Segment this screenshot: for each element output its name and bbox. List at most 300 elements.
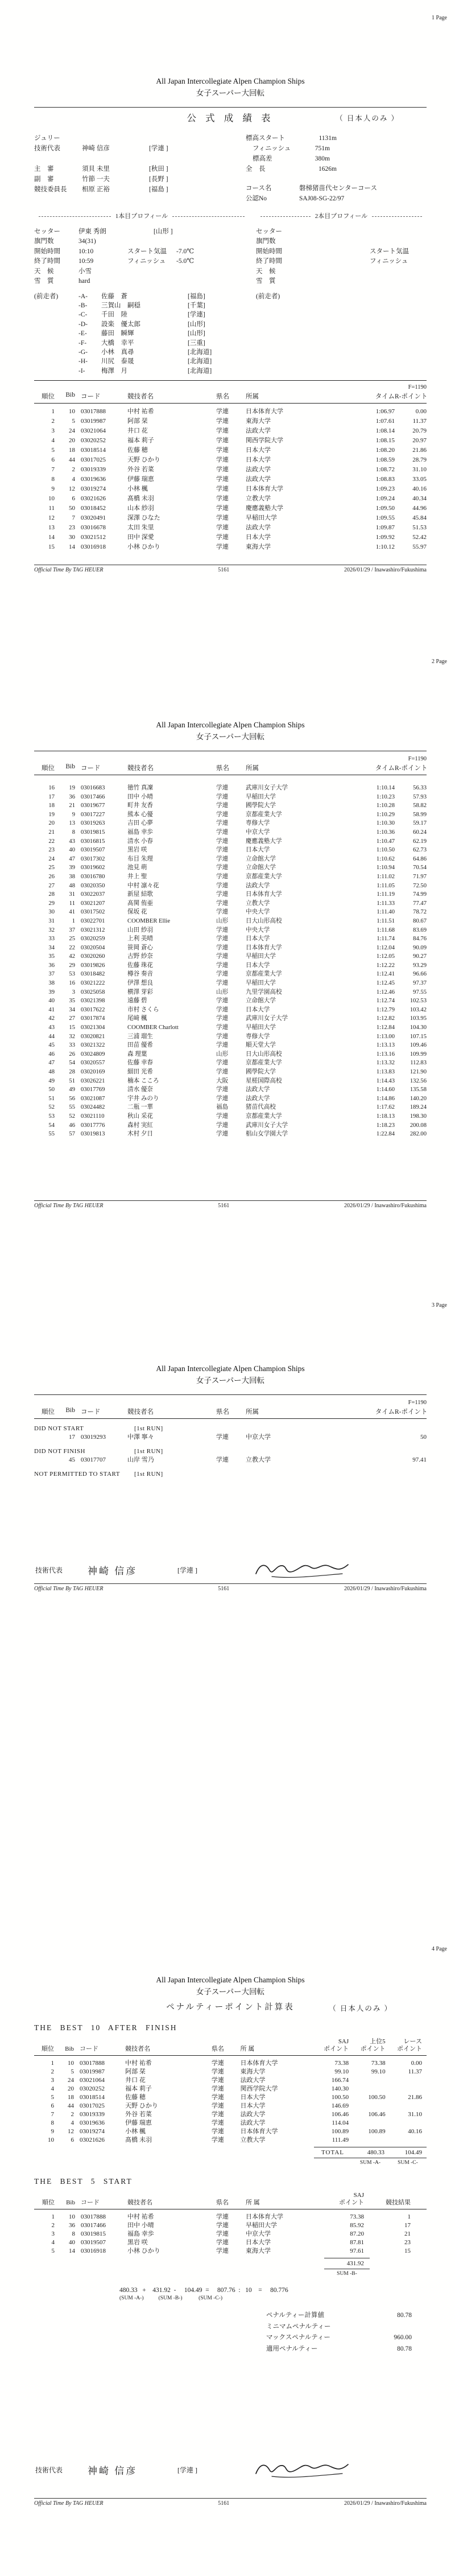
cell-pref: 学連 bbox=[216, 466, 229, 474]
cell-points: 51.53 bbox=[412, 524, 427, 532]
header-name: 競技者名 bbox=[127, 765, 154, 772]
divider bbox=[34, 107, 427, 108]
cell-rank: 11 bbox=[48, 505, 55, 512]
page-footer bbox=[34, 1200, 427, 1209]
cell-club: 立教大学 bbox=[240, 2137, 266, 2143]
cell-rank: 22 bbox=[48, 838, 55, 845]
cell-club: 立命館大学 bbox=[246, 865, 276, 871]
cell-rank: 21 bbox=[48, 829, 55, 836]
best5-row bbox=[34, 2220, 427, 2229]
cell-code: 03018514 bbox=[81, 447, 106, 454]
weather-label: 天 候 bbox=[256, 268, 276, 275]
cell-name: 布目 朱理 bbox=[127, 855, 154, 862]
footer-timing: Official Time By TAG HEUER bbox=[34, 1203, 104, 1209]
cell-name: 外谷 若菜 bbox=[127, 466, 154, 474]
cell-points: 103.95 bbox=[410, 1015, 427, 1022]
td-signature-block bbox=[35, 1558, 355, 1581]
cell-pref: 学連 bbox=[216, 437, 229, 445]
cell-points: 109.46 bbox=[410, 1042, 427, 1049]
cell-name: 山本 紗羽 bbox=[127, 505, 154, 512]
cell-pref: 学連 bbox=[216, 1095, 229, 1102]
page-3 bbox=[0, 1287, 455, 1931]
cell-bib: 35 bbox=[69, 998, 75, 1005]
cell-club: 日本大学 bbox=[246, 936, 270, 943]
header-rank: 順位 bbox=[42, 1409, 55, 1415]
f-factor-label: F=1190 bbox=[408, 756, 427, 762]
cell-pref: 学連 bbox=[216, 2248, 229, 2254]
result-row bbox=[34, 828, 427, 837]
cell-rank: 1 bbox=[51, 2213, 55, 2220]
cell-club: 日本大学 bbox=[246, 1006, 270, 1013]
best10-header bbox=[34, 2038, 427, 2055]
cell-club: 國學院大学 bbox=[246, 803, 276, 809]
cell-bib: 56 bbox=[69, 1095, 75, 1102]
cell-code: 03022037 bbox=[81, 891, 105, 898]
dns-label: DID NOT START bbox=[34, 1425, 84, 1432]
cell-rank: 50 bbox=[48, 1087, 55, 1093]
cell-rank: 12 bbox=[48, 515, 55, 522]
cell-time: 1:12.04 bbox=[376, 944, 395, 951]
cell-bib: 48 bbox=[69, 882, 75, 889]
cell-code: 03019636 bbox=[80, 2120, 105, 2126]
cell-time: 1:10.50 bbox=[376, 847, 395, 854]
cell-rank: 5 bbox=[51, 2094, 55, 2101]
cell-club: 東海大学 bbox=[246, 2248, 271, 2254]
cell-name: 森村 実紅 bbox=[127, 1122, 154, 1129]
header-code: コード bbox=[81, 393, 101, 401]
penalty-calc-sums: (SUM -A-) (SUM -B-) (SUM -C-) bbox=[119, 2295, 223, 2301]
cell-bib: 44 bbox=[69, 456, 75, 464]
cell-pref: 山形 bbox=[216, 917, 229, 924]
cell-rank: 44 bbox=[48, 1033, 55, 1040]
result-row bbox=[34, 943, 427, 952]
cell-bib: 17 bbox=[69, 1434, 75, 1441]
course-value: 磐梯猪苗代センターコース bbox=[299, 185, 377, 192]
cell-club: 早稲田大学 bbox=[246, 953, 276, 960]
jury-row bbox=[34, 143, 246, 154]
cell-rank: 41 bbox=[48, 1006, 55, 1013]
cell-bib: 32 bbox=[69, 1033, 75, 1040]
cell-points: 135.58 bbox=[410, 1087, 427, 1093]
course-row bbox=[246, 133, 427, 143]
results-rows bbox=[34, 783, 427, 1138]
header-pref: 県名 bbox=[216, 393, 229, 401]
cell-club: 東海大学 bbox=[246, 418, 271, 425]
run2-profile bbox=[256, 212, 427, 376]
cell-pref: 学連 bbox=[216, 829, 229, 836]
td-signature-block bbox=[35, 2458, 355, 2481]
cell-bib: 31 bbox=[69, 891, 75, 898]
cell-rank: 46 bbox=[48, 1051, 55, 1057]
page-footer bbox=[34, 565, 427, 573]
results-header bbox=[34, 762, 427, 775]
dns-section-label bbox=[34, 1425, 427, 1432]
cell-code: 03017302 bbox=[81, 855, 105, 862]
cell-club: 日本大学 bbox=[246, 847, 270, 854]
cell-bib: 26 bbox=[69, 1051, 75, 1057]
cell-bib: 54 bbox=[69, 1060, 75, 1067]
cell-code: 03021110 bbox=[81, 1113, 105, 1120]
header-saj-points bbox=[317, 2038, 353, 2053]
result-row bbox=[34, 1094, 427, 1103]
course-label: コース名 bbox=[246, 185, 272, 192]
course-row bbox=[246, 154, 427, 164]
cell-code: 03019677 bbox=[81, 803, 105, 809]
cell-rank: 10 bbox=[48, 2137, 55, 2143]
cell-saj-points: 73.38 bbox=[350, 2213, 364, 2220]
cell-time: 1:08.14 bbox=[375, 427, 395, 435]
result-row bbox=[34, 925, 427, 935]
best10-row bbox=[34, 2101, 427, 2109]
report-title bbox=[34, 1974, 427, 1998]
forerunner-row bbox=[78, 357, 212, 366]
run1-profile bbox=[34, 212, 256, 376]
cell-club: 中京大学 bbox=[246, 829, 270, 836]
best10-row bbox=[34, 2067, 427, 2075]
footer-date-place: 2026/01/29 / Inawashiro/Fukushima bbox=[344, 1586, 427, 1592]
header-pref: 県名 bbox=[216, 765, 229, 772]
page-2 bbox=[0, 644, 455, 1287]
cell-rank: 3 bbox=[51, 427, 55, 435]
best5-total-block bbox=[324, 2258, 370, 2277]
cell-club: 日大山形高校 bbox=[246, 917, 282, 924]
cell-rank: 7 bbox=[51, 2111, 55, 2118]
cell-pref: 学連 bbox=[211, 2085, 224, 2092]
cell-rank: 25 bbox=[48, 865, 55, 871]
cell-result: 21 bbox=[404, 2231, 411, 2237]
header-race-line1: レース bbox=[403, 2038, 422, 2045]
jury-row bbox=[34, 164, 246, 174]
cell-time: 1:08.15 bbox=[375, 437, 395, 445]
cell-name: 宇井 みのり bbox=[127, 1095, 159, 1102]
cell-code: 03020169 bbox=[81, 1069, 105, 1075]
cell-name: 福本 莉子 bbox=[125, 2085, 152, 2092]
forerunner-pref: [学連] bbox=[188, 311, 205, 319]
best10-row bbox=[34, 2135, 427, 2143]
cell-points: 97.41 bbox=[412, 1456, 427, 1463]
cell-club: 法政大学 bbox=[240, 2077, 266, 2084]
start-temp-label: スタート気温 bbox=[370, 248, 409, 255]
cell-code: 03021398 bbox=[81, 998, 105, 1005]
result-row bbox=[34, 532, 427, 542]
cell-time: 1:09.87 bbox=[375, 524, 395, 532]
best10-rows bbox=[34, 2058, 427, 2143]
cell-code: 03024809 bbox=[81, 1051, 105, 1057]
cell-code: 03019339 bbox=[81, 466, 106, 474]
best5-row bbox=[34, 2212, 427, 2220]
forerunner-tag: -B- bbox=[78, 302, 88, 309]
result-row bbox=[34, 969, 427, 978]
jury-role: 競技委員長 bbox=[34, 186, 67, 193]
page-number: 3 Page bbox=[432, 1302, 447, 1308]
cell-rank: 47 bbox=[48, 1060, 55, 1067]
total-race: 104.49 bbox=[404, 2149, 422, 2156]
cell-time: 1:22.84 bbox=[376, 1131, 395, 1138]
cell-code: 03024482 bbox=[81, 1104, 105, 1111]
forerunner-name: 設楽 優太郎 bbox=[101, 320, 140, 328]
cell-rank: 5 bbox=[51, 2248, 55, 2254]
cell-name: 田中 深愛 bbox=[127, 534, 154, 541]
header-saj-points bbox=[324, 2192, 370, 2207]
cell-bib: 39 bbox=[69, 865, 75, 871]
dash-line bbox=[39, 216, 111, 217]
cell-code: 03017025 bbox=[80, 2102, 105, 2109]
report-title bbox=[34, 75, 427, 99]
cell-points: 60.24 bbox=[413, 829, 427, 836]
cell-name: 新屋 結歌 bbox=[127, 891, 154, 898]
cell-points: 64.86 bbox=[413, 855, 427, 862]
cell-points: 62.19 bbox=[413, 838, 427, 845]
cell-pref: 山形 bbox=[216, 989, 229, 995]
cell-club: 日本体育大学 bbox=[240, 2128, 278, 2135]
cell-club: 京都産業大学 bbox=[246, 873, 282, 880]
cell-saj-points: 111.49 bbox=[332, 2137, 349, 2143]
penalty-row bbox=[266, 2310, 412, 2322]
cell-club: 日本大学 bbox=[246, 456, 271, 464]
cell-bib: 6 bbox=[72, 495, 75, 503]
cell-code: 03019602 bbox=[81, 865, 105, 871]
cell-top5-points: 100.89 bbox=[368, 2128, 386, 2135]
best10-total-row bbox=[314, 2147, 427, 2158]
cell-time: 1:09.24 bbox=[375, 495, 395, 503]
cell-time: 1:10.47 bbox=[376, 838, 395, 845]
header-bib: Bib bbox=[65, 392, 75, 399]
cell-club: 京都産業大学 bbox=[246, 1060, 282, 1067]
divider bbox=[34, 1394, 427, 1395]
course-row bbox=[246, 194, 427, 204]
best10-row bbox=[34, 2118, 427, 2126]
cell-pref: 学連 bbox=[216, 882, 229, 889]
cell-rank: 17 bbox=[48, 793, 55, 800]
cell-time: 1:12.46 bbox=[376, 989, 395, 995]
cell-bib: 20 bbox=[68, 2085, 75, 2092]
cell-name: 山岸 雪乃 bbox=[127, 1456, 154, 1463]
cell-bib: 13 bbox=[69, 820, 75, 827]
course-row bbox=[246, 143, 427, 154]
cell-code: 03019274 bbox=[81, 485, 106, 493]
cell-bib: 15 bbox=[69, 1024, 75, 1031]
penalty-row bbox=[266, 2332, 412, 2344]
cell-points: 83.69 bbox=[413, 927, 427, 933]
cell-name: 外谷 若菜 bbox=[125, 2111, 152, 2118]
report-title bbox=[34, 1363, 427, 1386]
cell-rank: 37 bbox=[48, 971, 55, 978]
penalty-value: 80.78 bbox=[397, 2312, 412, 2319]
cell-rank: 52 bbox=[48, 1104, 55, 1111]
cell-rank: 23 bbox=[48, 847, 55, 854]
cell-time: 1:12.84 bbox=[376, 1024, 395, 1031]
cell-saj-points: 106.46 bbox=[331, 2111, 349, 2118]
forerunner-label: (前走者) bbox=[34, 293, 59, 300]
cell-pref: 学連 bbox=[211, 2128, 224, 2135]
footer-date-place: 2026/01/29 / Inawashiro/Fukushima bbox=[344, 2500, 427, 2507]
cell-name: 福島 幸歩 bbox=[127, 829, 154, 836]
best5-row bbox=[34, 2237, 427, 2246]
result-row bbox=[34, 987, 427, 997]
cell-race-points: 0.00 bbox=[411, 2060, 422, 2067]
cell-bib: 51 bbox=[69, 1077, 75, 1084]
cell-name: 太田 朱里 bbox=[127, 524, 154, 532]
setter-name: 伊東 秀朗 bbox=[78, 228, 106, 235]
cell-pref: 学連 bbox=[216, 515, 229, 522]
cell-bib: 3 bbox=[72, 989, 75, 995]
cell-code: 03020821 bbox=[81, 1033, 105, 1040]
td-name: 神崎 信彦 bbox=[88, 2465, 138, 2476]
forerunner-pref: [千葉] bbox=[188, 302, 205, 309]
cell-pref: 学連 bbox=[216, 865, 229, 871]
cell-code: 03016815 bbox=[81, 838, 105, 845]
result-row bbox=[34, 1050, 427, 1059]
penalty-row bbox=[266, 2344, 412, 2355]
cell-points: 70.54 bbox=[413, 865, 427, 871]
result-row bbox=[34, 978, 427, 987]
cell-name: 田中 小晴 bbox=[127, 2222, 154, 2229]
dns-run-tag: [1st RUN] bbox=[134, 1425, 163, 1432]
cell-pref: 学連 bbox=[216, 427, 229, 435]
cell-code: 03019263 bbox=[81, 820, 105, 827]
cell-club: 法政大学 bbox=[246, 427, 271, 435]
page-number: 4 Page bbox=[432, 1946, 447, 1952]
cell-points: 74.99 bbox=[413, 891, 427, 898]
cell-bib: 53 bbox=[69, 971, 75, 978]
footer-date-place: 2026/01/29 / Inawashiro/Fukushima bbox=[344, 567, 427, 573]
result-row bbox=[34, 1023, 427, 1032]
cell-code: 03019815 bbox=[81, 2231, 106, 2237]
cell-race-points: 11.37 bbox=[408, 2068, 422, 2075]
cell-points: 20.79 bbox=[412, 427, 427, 435]
cell-name: COOMBER Ellie bbox=[127, 917, 171, 924]
cell-rank: 4 bbox=[51, 2085, 55, 2092]
cell-club: 法政大学 bbox=[246, 466, 271, 474]
cell-rank: 18 bbox=[48, 803, 55, 809]
best10-heading: THE BEST 10 AFTER FINISH bbox=[34, 2023, 177, 2032]
cell-points: 50 bbox=[420, 1434, 427, 1441]
cell-bib: 2 bbox=[72, 466, 75, 474]
cell-top5-points: 99.10 bbox=[371, 2068, 386, 2075]
cell-time: 1:13.16 bbox=[376, 1051, 395, 1057]
cell-points: 77.47 bbox=[413, 900, 427, 907]
best5-header bbox=[34, 2192, 427, 2209]
cell-time: 1:13.00 bbox=[376, 1033, 395, 1040]
penalty-calc-line: 480.33 + 431.92 - 104.49 = 807.76 : 10 = 80.776 bbox=[119, 2287, 288, 2294]
cell-bib: 11 bbox=[69, 900, 75, 907]
result-row bbox=[34, 503, 427, 513]
cell-name: 小林 ひかり bbox=[127, 544, 160, 551]
cell-saj-points: 87.81 bbox=[350, 2239, 364, 2246]
cell-bib: 36 bbox=[69, 2222, 75, 2229]
result-row bbox=[34, 1032, 427, 1041]
forerunner-row bbox=[78, 320, 212, 329]
cell-time: 1:11.02 bbox=[377, 873, 395, 880]
result-row bbox=[34, 872, 427, 881]
result-row bbox=[34, 1102, 427, 1112]
cell-time: 1:10.94 bbox=[376, 865, 395, 871]
result-row bbox=[34, 818, 427, 828]
cell-code: 03017025 bbox=[81, 456, 106, 464]
penalty-label: 適用ペナルティー bbox=[266, 2345, 318, 2352]
cell-code: 03026221 bbox=[81, 1077, 105, 1084]
cell-time: 1:08.59 bbox=[375, 456, 395, 464]
forerunner-name: 藤田 瞬輝 bbox=[101, 330, 134, 338]
cell-name: 遠藤 碧 bbox=[127, 998, 147, 1005]
cell-rank: 30 bbox=[48, 909, 55, 916]
signature-scribble bbox=[253, 2458, 355, 2481]
cell-rank: 45 bbox=[48, 1042, 55, 1049]
forerunner-name: 佐藤 蒼 bbox=[101, 293, 127, 300]
result-row bbox=[34, 1129, 427, 1138]
cell-code: 03018514 bbox=[80, 2094, 105, 2101]
cell-rank: 51 bbox=[48, 1095, 55, 1102]
header-result: 競技結果 bbox=[386, 2199, 411, 2206]
cell-club: 日本体育大学 bbox=[246, 408, 283, 415]
jury-role: 技術代表 bbox=[34, 145, 60, 152]
header-code: コード bbox=[81, 765, 101, 772]
cell-pref: 学連 bbox=[216, 873, 229, 880]
cell-points: 40.34 bbox=[412, 495, 427, 503]
cell-name: 佐藤 穂 bbox=[127, 447, 148, 454]
cell-rank: 14 bbox=[48, 534, 55, 541]
cell-bib: 25 bbox=[69, 936, 75, 943]
cell-rank: 4 bbox=[51, 2239, 55, 2246]
cell-club: 立教大学 bbox=[246, 495, 271, 503]
end-label: 終了時間 bbox=[256, 258, 282, 265]
jury-role: 主 審 bbox=[34, 166, 54, 172]
footer-codex: 5161 bbox=[218, 567, 230, 573]
td-pref: [学連 ] bbox=[177, 2466, 197, 2474]
dns-rows bbox=[34, 1432, 427, 1442]
cell-name: 横澤 芽彩 bbox=[127, 989, 154, 995]
cell-club: 日本体育大学 bbox=[240, 2060, 278, 2067]
cell-rank: 32 bbox=[48, 927, 55, 933]
cell-time: 1:13.83 bbox=[376, 1069, 395, 1075]
header-club: 所属 bbox=[246, 1409, 259, 1415]
cell-points: 44.96 bbox=[412, 505, 427, 512]
forerunner-name: 川尻 泰晟 bbox=[101, 358, 134, 365]
course-value: 380m bbox=[315, 155, 330, 162]
cell-pref: 学連 bbox=[216, 1113, 229, 1120]
cell-rank: 36 bbox=[48, 962, 55, 969]
result-row bbox=[34, 934, 427, 943]
header-code: コード bbox=[81, 2199, 100, 2206]
cell-saj-points: 99.10 bbox=[334, 2068, 349, 2075]
cell-club: 関西学院大学 bbox=[246, 437, 283, 445]
nps-label: NOT PERMITTED TO START bbox=[34, 1471, 120, 1478]
results-header bbox=[34, 1406, 427, 1418]
title-line1: All Japan Intercollegiate Alpen Champion Ships bbox=[156, 77, 305, 85]
cell-points: 62.73 bbox=[413, 847, 427, 854]
cell-code: 03016678 bbox=[81, 524, 106, 532]
result-row bbox=[34, 907, 427, 916]
cell-code: 03021322 bbox=[81, 1042, 105, 1049]
forerunner-label: (前走者) bbox=[256, 293, 280, 300]
start-label: 開始時間 bbox=[256, 248, 282, 255]
cell-points: 78.72 bbox=[413, 909, 427, 916]
cell-points: 97.37 bbox=[413, 980, 427, 987]
cell-bib: 5 bbox=[71, 2068, 75, 2075]
cell-rank: 35 bbox=[48, 953, 55, 960]
cell-rank: 9 bbox=[51, 2128, 55, 2135]
title-line1: All Japan Intercollegiate Alpen Champion Ships bbox=[156, 1364, 305, 1373]
cell-rank: 3 bbox=[51, 2231, 55, 2237]
cell-rank: 2 bbox=[51, 2222, 55, 2229]
cell-club: 東海大学 bbox=[246, 544, 271, 551]
snow-label: 雪 質 bbox=[34, 278, 54, 285]
cell-bib: 16 bbox=[69, 980, 75, 987]
cell-rank: 34 bbox=[48, 944, 55, 951]
header-bib: Bib bbox=[65, 1407, 75, 1414]
cell-name: 天野 ひかり bbox=[125, 2102, 158, 2109]
result-row bbox=[34, 445, 427, 455]
